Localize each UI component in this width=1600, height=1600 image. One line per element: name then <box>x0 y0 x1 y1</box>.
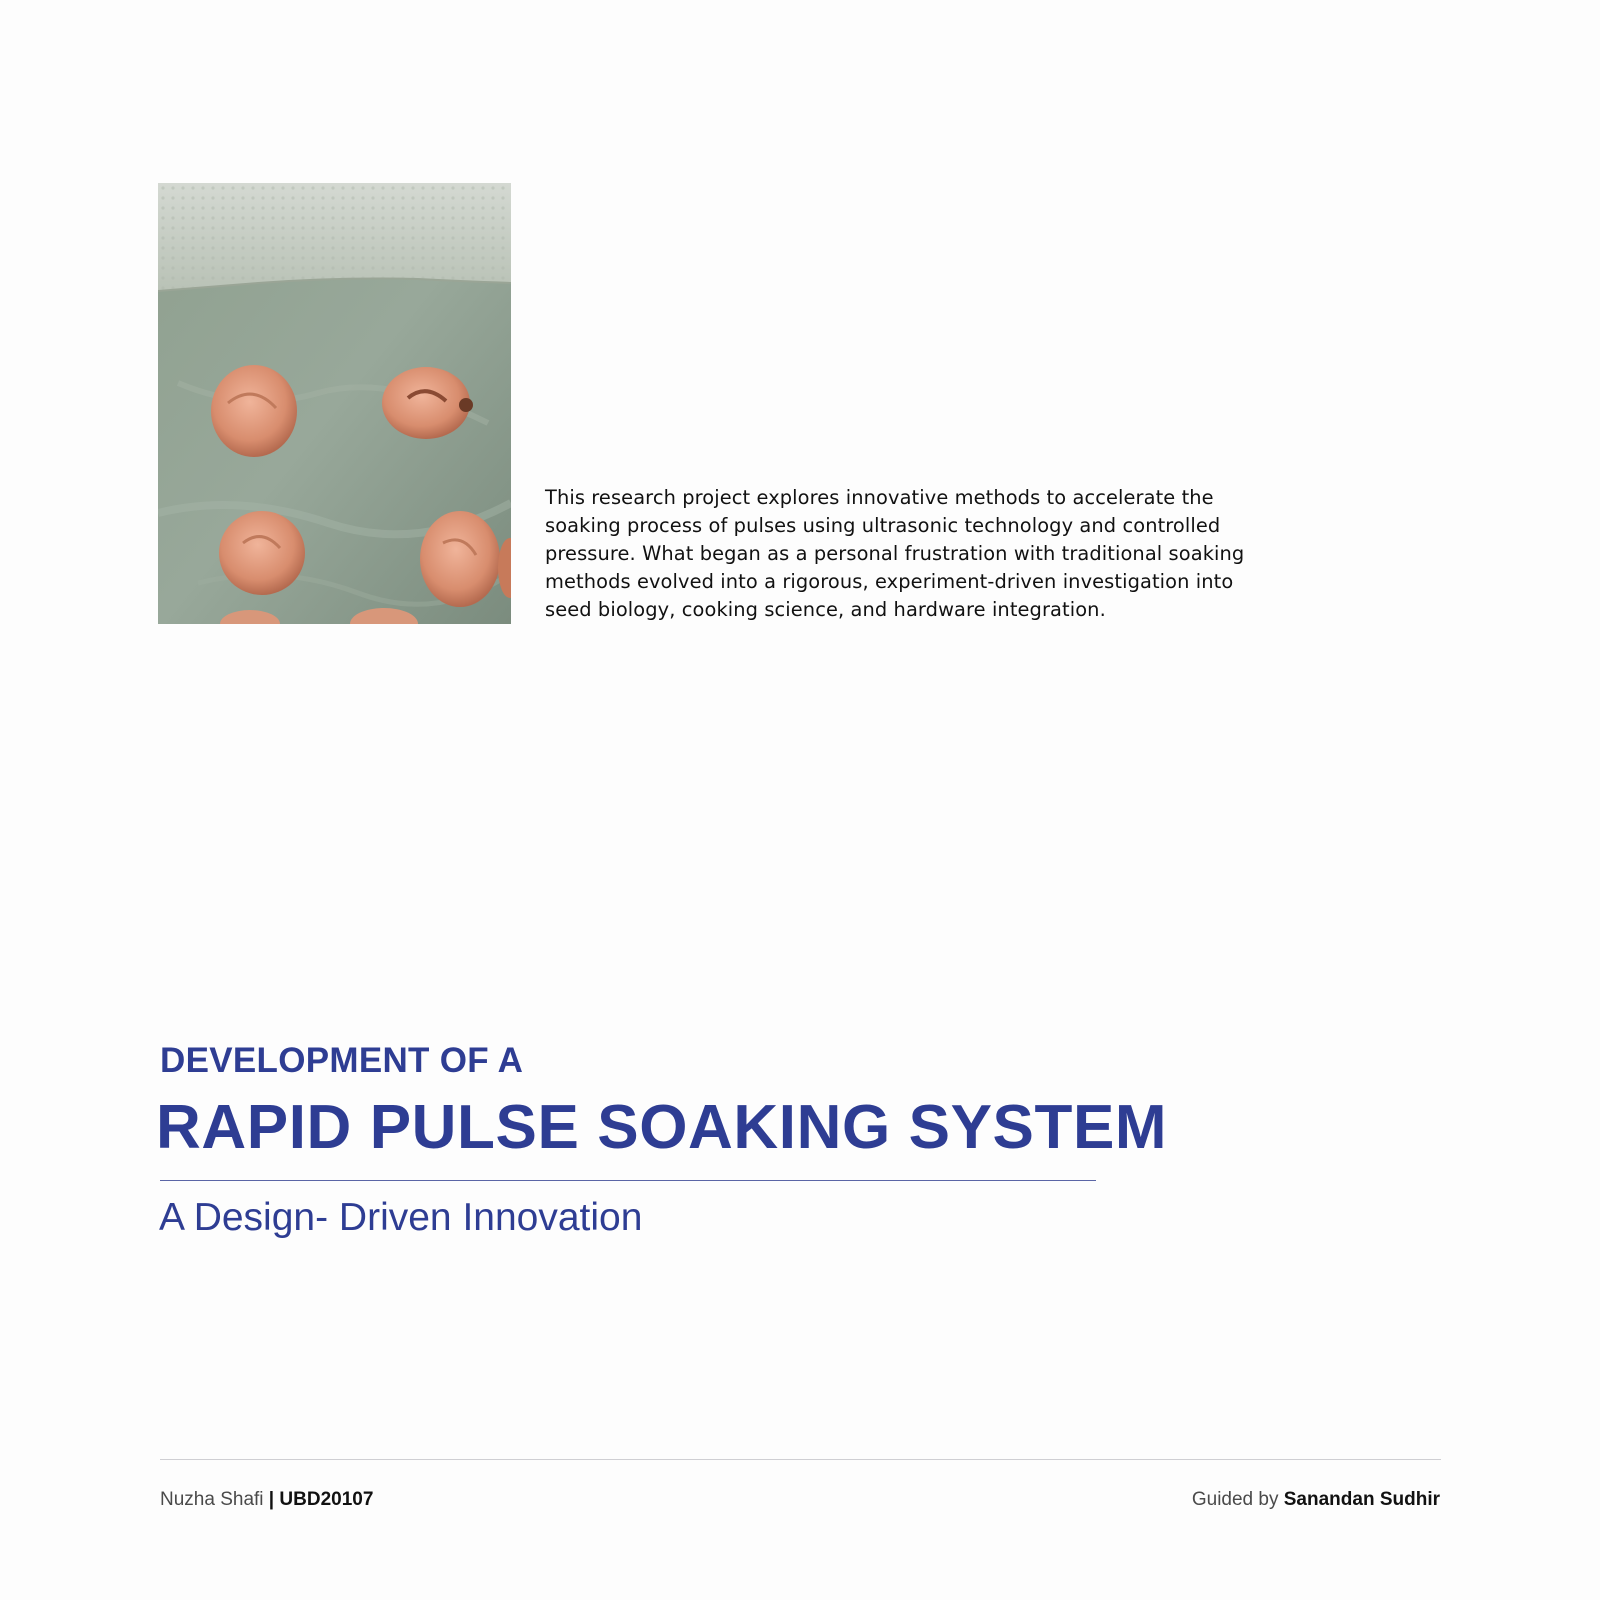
title-kicker: DEVELOPMENT OF A <box>160 1041 524 1080</box>
cover-photo-soaked-pulses <box>158 183 511 624</box>
page-subtitle: A Design- Driven Innovation <box>159 1196 643 1239</box>
author-name: Nuzha Shafi <box>160 1489 264 1510</box>
guide-name: Sanandan Sudhir <box>1283 1489 1440 1510</box>
page-title: RAPID PULSE SOAKING SYSTEM <box>156 1093 1168 1162</box>
author-credit <box>160 1487 373 1513</box>
footer-divider <box>160 1459 1441 1460</box>
guide-prefix: Guided by <box>1191 1489 1279 1510</box>
soaked-chickpeas-illustration <box>158 183 511 624</box>
chickpea-1 <box>211 365 297 457</box>
intro-line: This research project explores innovative methods to accelerate the <box>545 486 1214 509</box>
title-divider <box>160 1180 1096 1181</box>
project-intro-paragraph <box>545 484 1265 624</box>
intro-line: seed biology, cooking science, and hardware integration. <box>545 598 1106 621</box>
intro-line: methods evolved into a rigorous, experiment-driven investigation into <box>545 570 1234 593</box>
author-separator: | <box>268 1489 275 1510</box>
guide-credit <box>1192 1487 1440 1513</box>
intro-line: soaking process of pulses using ultrasonic technology and controlled <box>545 514 1221 537</box>
author-id: UBD20107 <box>279 1489 374 1510</box>
intro-line: pressure. What began as a personal frustration with traditional soaking <box>545 542 1245 565</box>
